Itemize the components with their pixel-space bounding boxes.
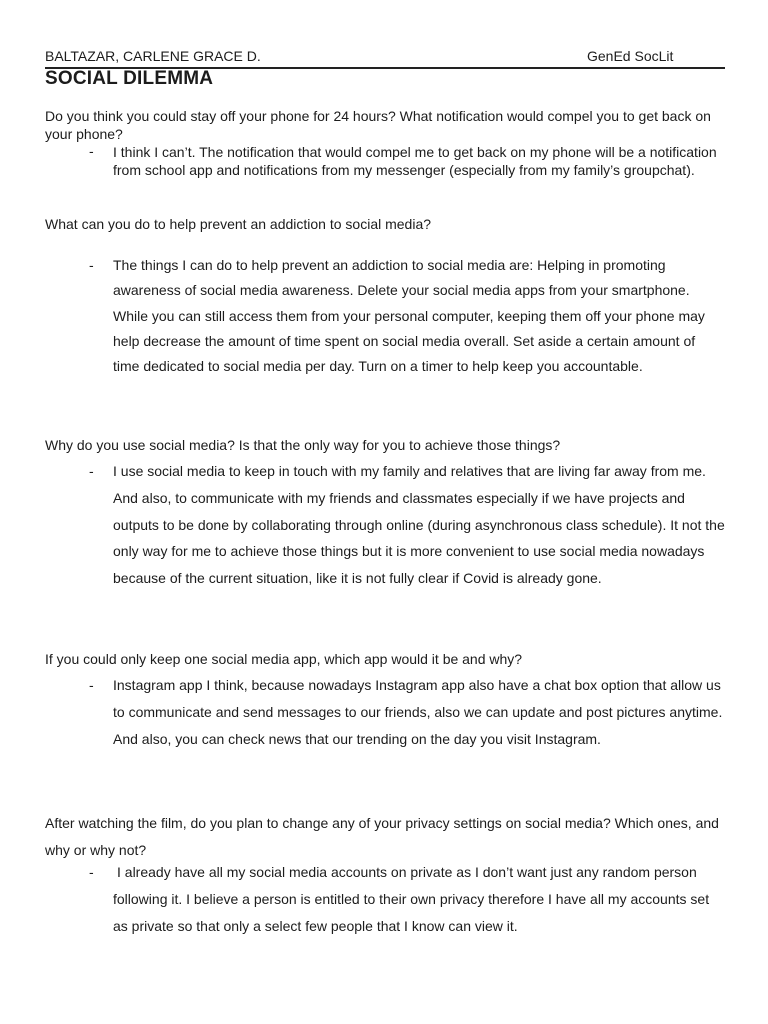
question-5: After watching the film, do you plan to change any of your privacy settings on social media? Which ones, and why or why not? (45, 815, 719, 858)
question-1: Do you think you could stay off your phone for 24 hours? What notification would compel you to get back on your phone? (45, 108, 711, 142)
answer-3-bullet: - (89, 463, 94, 479)
course-code: GenEd SocLit (587, 48, 674, 64)
answer-2-bullet: - (89, 257, 94, 273)
answer-5: I already have all my social media accounts on private as I don’t want just any random person following it. I believe a person is entitled to their own privacy therefore I have all my accounts set as private so that only a select few people that I know can view it. (113, 864, 710, 934)
answer-4-bullet: - (89, 677, 94, 693)
question-4: If you could only keep one social media app, which app would it be and why? (45, 651, 523, 667)
student-name: BALTAZAR, CARLENE GRACE D. (45, 48, 261, 64)
answer-1-bullet: - (89, 143, 94, 159)
question-3: Why do you use social media? Is that the only way for you to achieve those things? (45, 437, 561, 453)
answer-1: I think I can’t. The notification that would compel me to get back on my phone will be a notification from school app and notifications from my messenger (especially from my family’s groupchat). (113, 144, 717, 178)
answer-2: The things I can do to help prevent an addiction to social media are: Helping in promoting awareness of social media awareness. Delete your social media apps from your smartphone. While you can still access them from your personal computer, keeping them off your phone may help decrease the amount of time spent on social media overall. Set aside a certain amount of time dedicated to social media per day. Turn on a timer to help keep you accountable. (113, 257, 705, 375)
answer-5-bullet: - (89, 864, 94, 880)
question-2: What can you do to help prevent an addiction to social media? (45, 216, 432, 232)
document-title: SOCIAL DILEMMA (45, 68, 214, 89)
answer-3: I use social media to keep in touch with my family and relatives that are living far away from me. And also, to communicate with my friends and classmates especially if we have projects and outputs to be done by collaborating through online (during asynchronous class schedule). It not the only way for me to achieve those things but it is more convenient to use social media nowadays because of the current situation, like it is not fully clear if Covid is already gone. (113, 463, 725, 587)
document-header (45, 48, 725, 69)
answer-4: Instagram app I think, because nowadays Instagram app also have a chat box option that allow us to communicate and send messages to our friends, also we can update and post pictures anytime. And also, you can check news that our trending on the day you visit Instagram. (113, 677, 723, 747)
